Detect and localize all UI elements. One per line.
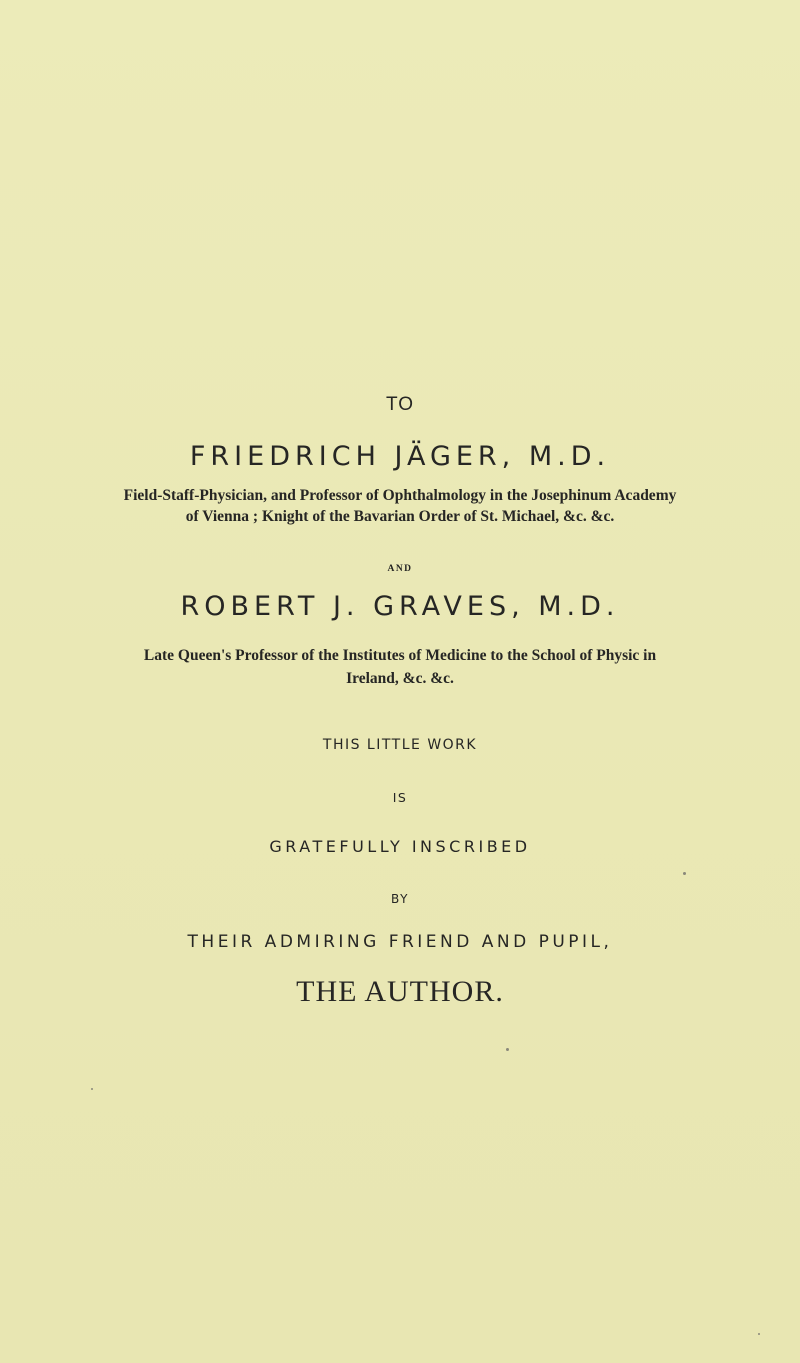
- dedicatee-jager-description-line2: of Vienna ; Knight of the Bavarian Order of St. Michael, &c. &c.: [185, 508, 615, 525]
- dedicatee-jager-description-line1: Field-Staff-Physician, and Professor of Ophthalmology in the Josephinum Academy: [123, 487, 677, 504]
- dedication-and: AND: [387, 564, 413, 574]
- dedication-author: THE AUTHOR.: [296, 975, 504, 1008]
- paper-speck: [683, 872, 686, 875]
- dedication-friend-line: THEIR ADMIRING FRIEND AND PUPIL,: [187, 932, 613, 952]
- dedicatee-graves-description-line1: Late Queen's Professor of the Institutes of Medicine to the School of Physic in: [143, 647, 657, 664]
- dedicatee-name-jager: FRIEDRICH JÄGER, M.D.: [189, 441, 611, 472]
- dedication-inscribed-line: GRATEFULLY INSCRIBED: [269, 837, 531, 856]
- paper-speck: [506, 1048, 509, 1051]
- dedicatee-name-graves: ROBERT J. GRAVES, M.D.: [180, 591, 620, 622]
- dedication-by-line: BY: [391, 892, 409, 906]
- dedication-work-line: THIS LITTLE WORK: [322, 737, 478, 753]
- paper-speck: [758, 1333, 760, 1335]
- dedicatee-graves-description-line2: Ireland, &c. &c.: [346, 670, 454, 687]
- dedication-is-line: IS: [392, 790, 408, 805]
- dedication-to: TO: [385, 394, 415, 415]
- paper-speck: [91, 1088, 93, 1090]
